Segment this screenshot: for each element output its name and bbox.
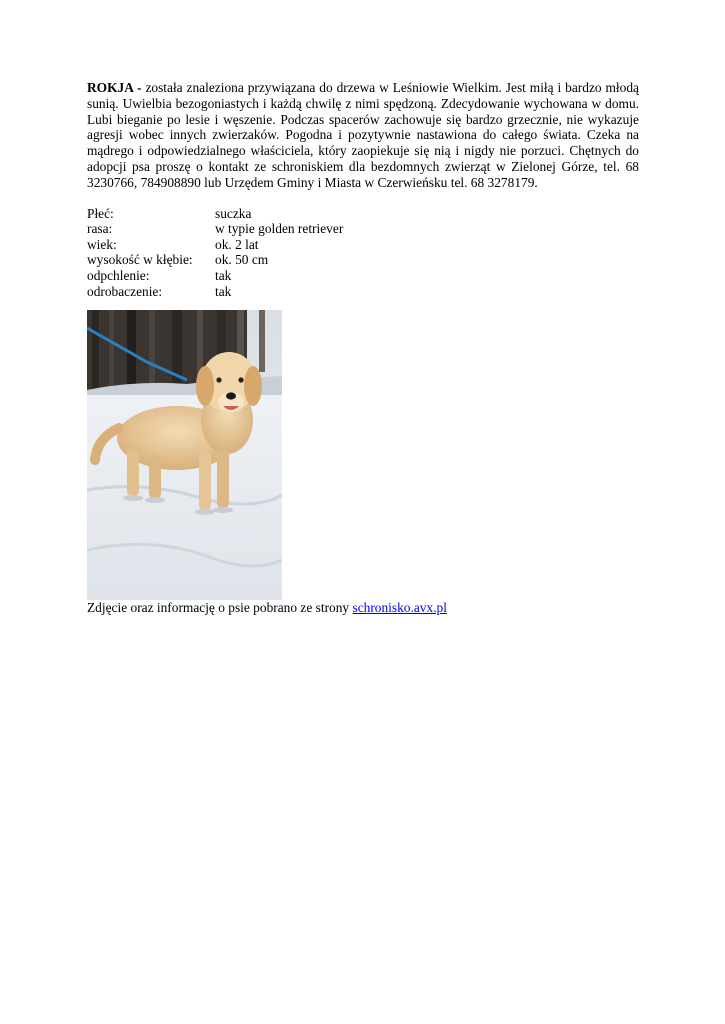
source-link[interactable]: schronisko.avx.pl [352, 600, 447, 616]
detail-value: w typie golden retriever [215, 221, 344, 237]
detail-label: wysokość w kłębie: [87, 252, 193, 268]
detail-label: wiek: [87, 236, 117, 252]
description-text: została znaleziona przywiązana do drzewa w Leśniowie Wielkim. Jest miłą i bardzo młodą sunią. Uwielbia bezogoniastych i każdą chwilę z nimi spędzoną. Zdecydowanie wychowana w domu. Lubi bieganie po lesie i węszenie. Podczas spacerów zachowuje się bardzo grzecznie, nie wykazuje agresji wobec innych zwierzaków. Pogodna i pozytywnie nastawiona do całego świata. Czeka na mądrego i odpowiedzialnego właściciela, który zaopiekuje się nią i nigdy nie porzuci. Chętnych do adopcji psa proszę o kontakt ze schroniskiem dla bezdomnych zwierząt w Zielonej Górze, tel. 68 3230766, 784908890 lub Urzędem Gminy i Miasta w Czerwieńsku tel. 68 3278179. [87, 80, 639, 190]
dog-photo [87, 310, 282, 600]
detail-label: odpchlenie: [87, 267, 150, 283]
detail-label: Płeć: [87, 205, 114, 221]
detail-row [87, 268, 639, 284]
credit-text: Zdjęcie oraz informację o psie pobrano ze strony [87, 600, 350, 616]
detail-value: tak [215, 267, 232, 283]
detail-row [87, 206, 639, 222]
detail-label: odrobaczenie: [87, 283, 163, 299]
detail-row [87, 237, 639, 253]
dog-details-table [87, 206, 639, 300]
detail-value: ok. 2 lat [215, 236, 259, 252]
document-page [87, 80, 639, 616]
detail-value: tak [215, 283, 232, 299]
detail-value: ok. 50 cm [215, 252, 269, 268]
dog-description [87, 80, 639, 191]
photo-credit [87, 600, 639, 616]
detail-row [87, 252, 639, 268]
detail-label: rasa: [87, 221, 113, 237]
detail-row [87, 221, 639, 237]
detail-row [87, 284, 639, 300]
detail-value: suczka [215, 205, 252, 221]
dog-name: ROKJA - [87, 80, 142, 95]
